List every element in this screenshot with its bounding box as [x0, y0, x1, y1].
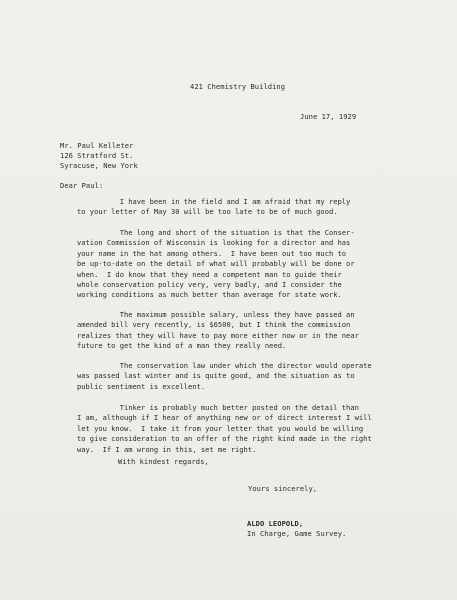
paragraph-line: realizes that they will have to pay more either now or in the near — [77, 330, 359, 340]
paragraph-line: let you know. I take it from your letter that you would be willing — [77, 423, 364, 433]
paragraph-line: to your letter of May 30 will be too late to be of much good. — [77, 207, 338, 217]
regards-line: With kindest regards, — [118, 457, 209, 466]
paragraph-line: to give consideration to an offer of the right kind made in the right — [77, 434, 372, 444]
paragraph-2 — [77, 228, 355, 301]
address-line: 421 Chemistry Building — [190, 82, 286, 91]
paragraph-line: I am, although if I hear of anything new or of direct interest I will — [77, 413, 372, 423]
recipient-city: Syracuse, New York — [60, 161, 138, 170]
signature-title: In Charge, Game Survey. — [247, 529, 347, 538]
salutation: Dear Paul: — [60, 181, 104, 190]
paragraph-line: way. If I am wrong in this, set me right. — [77, 444, 257, 454]
closing-line: Yours sincerely, — [248, 484, 318, 493]
paragraph-3 — [77, 310, 359, 352]
paragraph-line: be up-to-date on the detail of what will probably will be done or — [77, 259, 355, 269]
paragraph-1 — [77, 197, 350, 218]
paragraph-line: The maximum possible salary, unless they have passed an — [77, 310, 355, 319]
paragraph-4 — [77, 361, 372, 392]
paragraph-line: future to get the kind of a man they really need. — [77, 341, 287, 351]
signature-name: ALDO LEOPOLD, — [247, 519, 304, 528]
paragraph-5 — [77, 403, 372, 455]
paragraph-line: amended bill very recently, is $6500, but I think the commission — [77, 320, 351, 330]
paragraph-line: I have been in the field and I am afraid that my reply — [77, 197, 351, 206]
paragraph-line: The conservation law under which the director would operate — [77, 361, 372, 370]
paragraph-line: whole conservation policy very, very badly, and I consider the — [77, 280, 342, 290]
recipient-name: Mr. Paul Kelleter — [60, 141, 134, 150]
paragraph-line: was passed last winter and is quite good, and the situation as to — [77, 371, 355, 381]
recipient-street: 126 Stratford St. — [60, 151, 134, 160]
paragraph-line: your name in the hat among others. I have been out too much to — [77, 248, 347, 258]
paragraph-line: working conditions as much better than average for state work. — [77, 290, 342, 300]
paragraph-line: The long and short of the situation is that the Conser- — [77, 228, 355, 237]
letter-date: June 17, 1929 — [300, 112, 357, 121]
paragraph-line: Tinker is probably much better posted on the detail than — [77, 403, 359, 412]
paragraph-line: public sentiment is excellent. — [77, 381, 206, 391]
paragraph-line: vation Commission of Wisconsin is looking for a director and has — [77, 238, 351, 248]
paragraph-line: when. I do know that they need a competent man to guide their — [77, 269, 342, 279]
